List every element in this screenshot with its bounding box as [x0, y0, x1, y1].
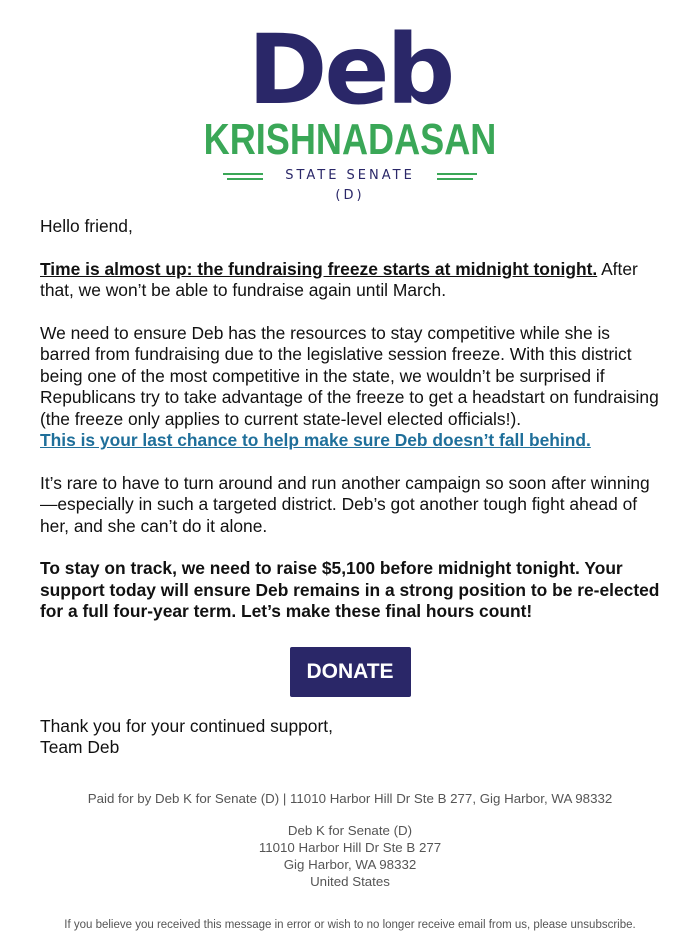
deadline-headline: Time is almost up: the fundraising freeze starts at midnight tonight.: [40, 258, 598, 279]
address-line-4: United States: [310, 874, 390, 889]
address-line-2: 11010 Harbor Hill Dr Ste B 277: [258, 840, 442, 855]
paragraph-deadline: [40, 259, 660, 302]
donate-container: [0, 647, 700, 697]
signoff-thanks: Thank you for your continued support,: [40, 716, 333, 736]
logo-rule-left-top: [223, 173, 263, 175]
logo-rule-right-bottom: [437, 178, 473, 180]
deadline-text: After that, we won’t be able to fundraise again until March.: [40, 258, 638, 301]
greeting: Hello friend,: [40, 216, 133, 236]
logo-subtitle: [223, 166, 477, 203]
email-body: [40, 216, 660, 644]
logo-rule-right-top: [437, 173, 477, 175]
logo-rule-left-bottom: [227, 178, 263, 180]
address-line-1: Deb K for Senate (D): [287, 823, 413, 838]
freeze-text: We need to ensure Deb has the resources to stay competitive while she is barred from fundraising due to the legislative session freeze. With this district being one of the most competitive in the state, we wouldn’t be surprised if Republicans try to take advantage of the freeze to get a headstart on fundraising (the freeze only applies to current state-level elected officials!).: [40, 323, 659, 429]
paragraph-campaign: It’s rare to have to turn around and run another campaign so soon after winning—especially in such a targeted district. Deb’s got another tough fight ahead of her, and she can’t do it alone.: [40, 472, 650, 536]
donate-button[interactable]: DONATE: [290, 647, 411, 697]
paid-for-disclaimer: Paid for by Deb K for Senate (D) | 11010 Harbor Hill Dr Ste B 277, Gig Harbor, WA 98332: [87, 791, 613, 806]
paragraph-freeze: [40, 323, 660, 451]
logo-subtitle-text: STATE SENATE (D): [285, 168, 415, 203]
address-line-3: Gig Harbor, WA 98332: [283, 857, 417, 872]
logo-last-name: KRISHNADASAN: [203, 115, 497, 164]
signoff: [40, 716, 660, 759]
logo-first-name: Deb: [247, 14, 453, 126]
unsubscribe-notice[interactable]: If you believe you received this message in error or wish to no longer receive email from us, please unsubscribe.: [64, 919, 636, 931]
signoff-team: Team Deb: [40, 737, 120, 758]
last-chance-link[interactable]: This is your last chance to help make sure Deb doesn’t fall behind.: [40, 430, 591, 451]
mailing-address: [0, 822, 700, 890]
campaign-logo: [0, 14, 700, 203]
paragraph-goal: To stay on track, we need to raise $5,100 before midnight tonight. Your support today will ensure Deb remains in a strong position to be re-elected for a full four-year term. Let’s make these final hours count!: [40, 558, 660, 622]
